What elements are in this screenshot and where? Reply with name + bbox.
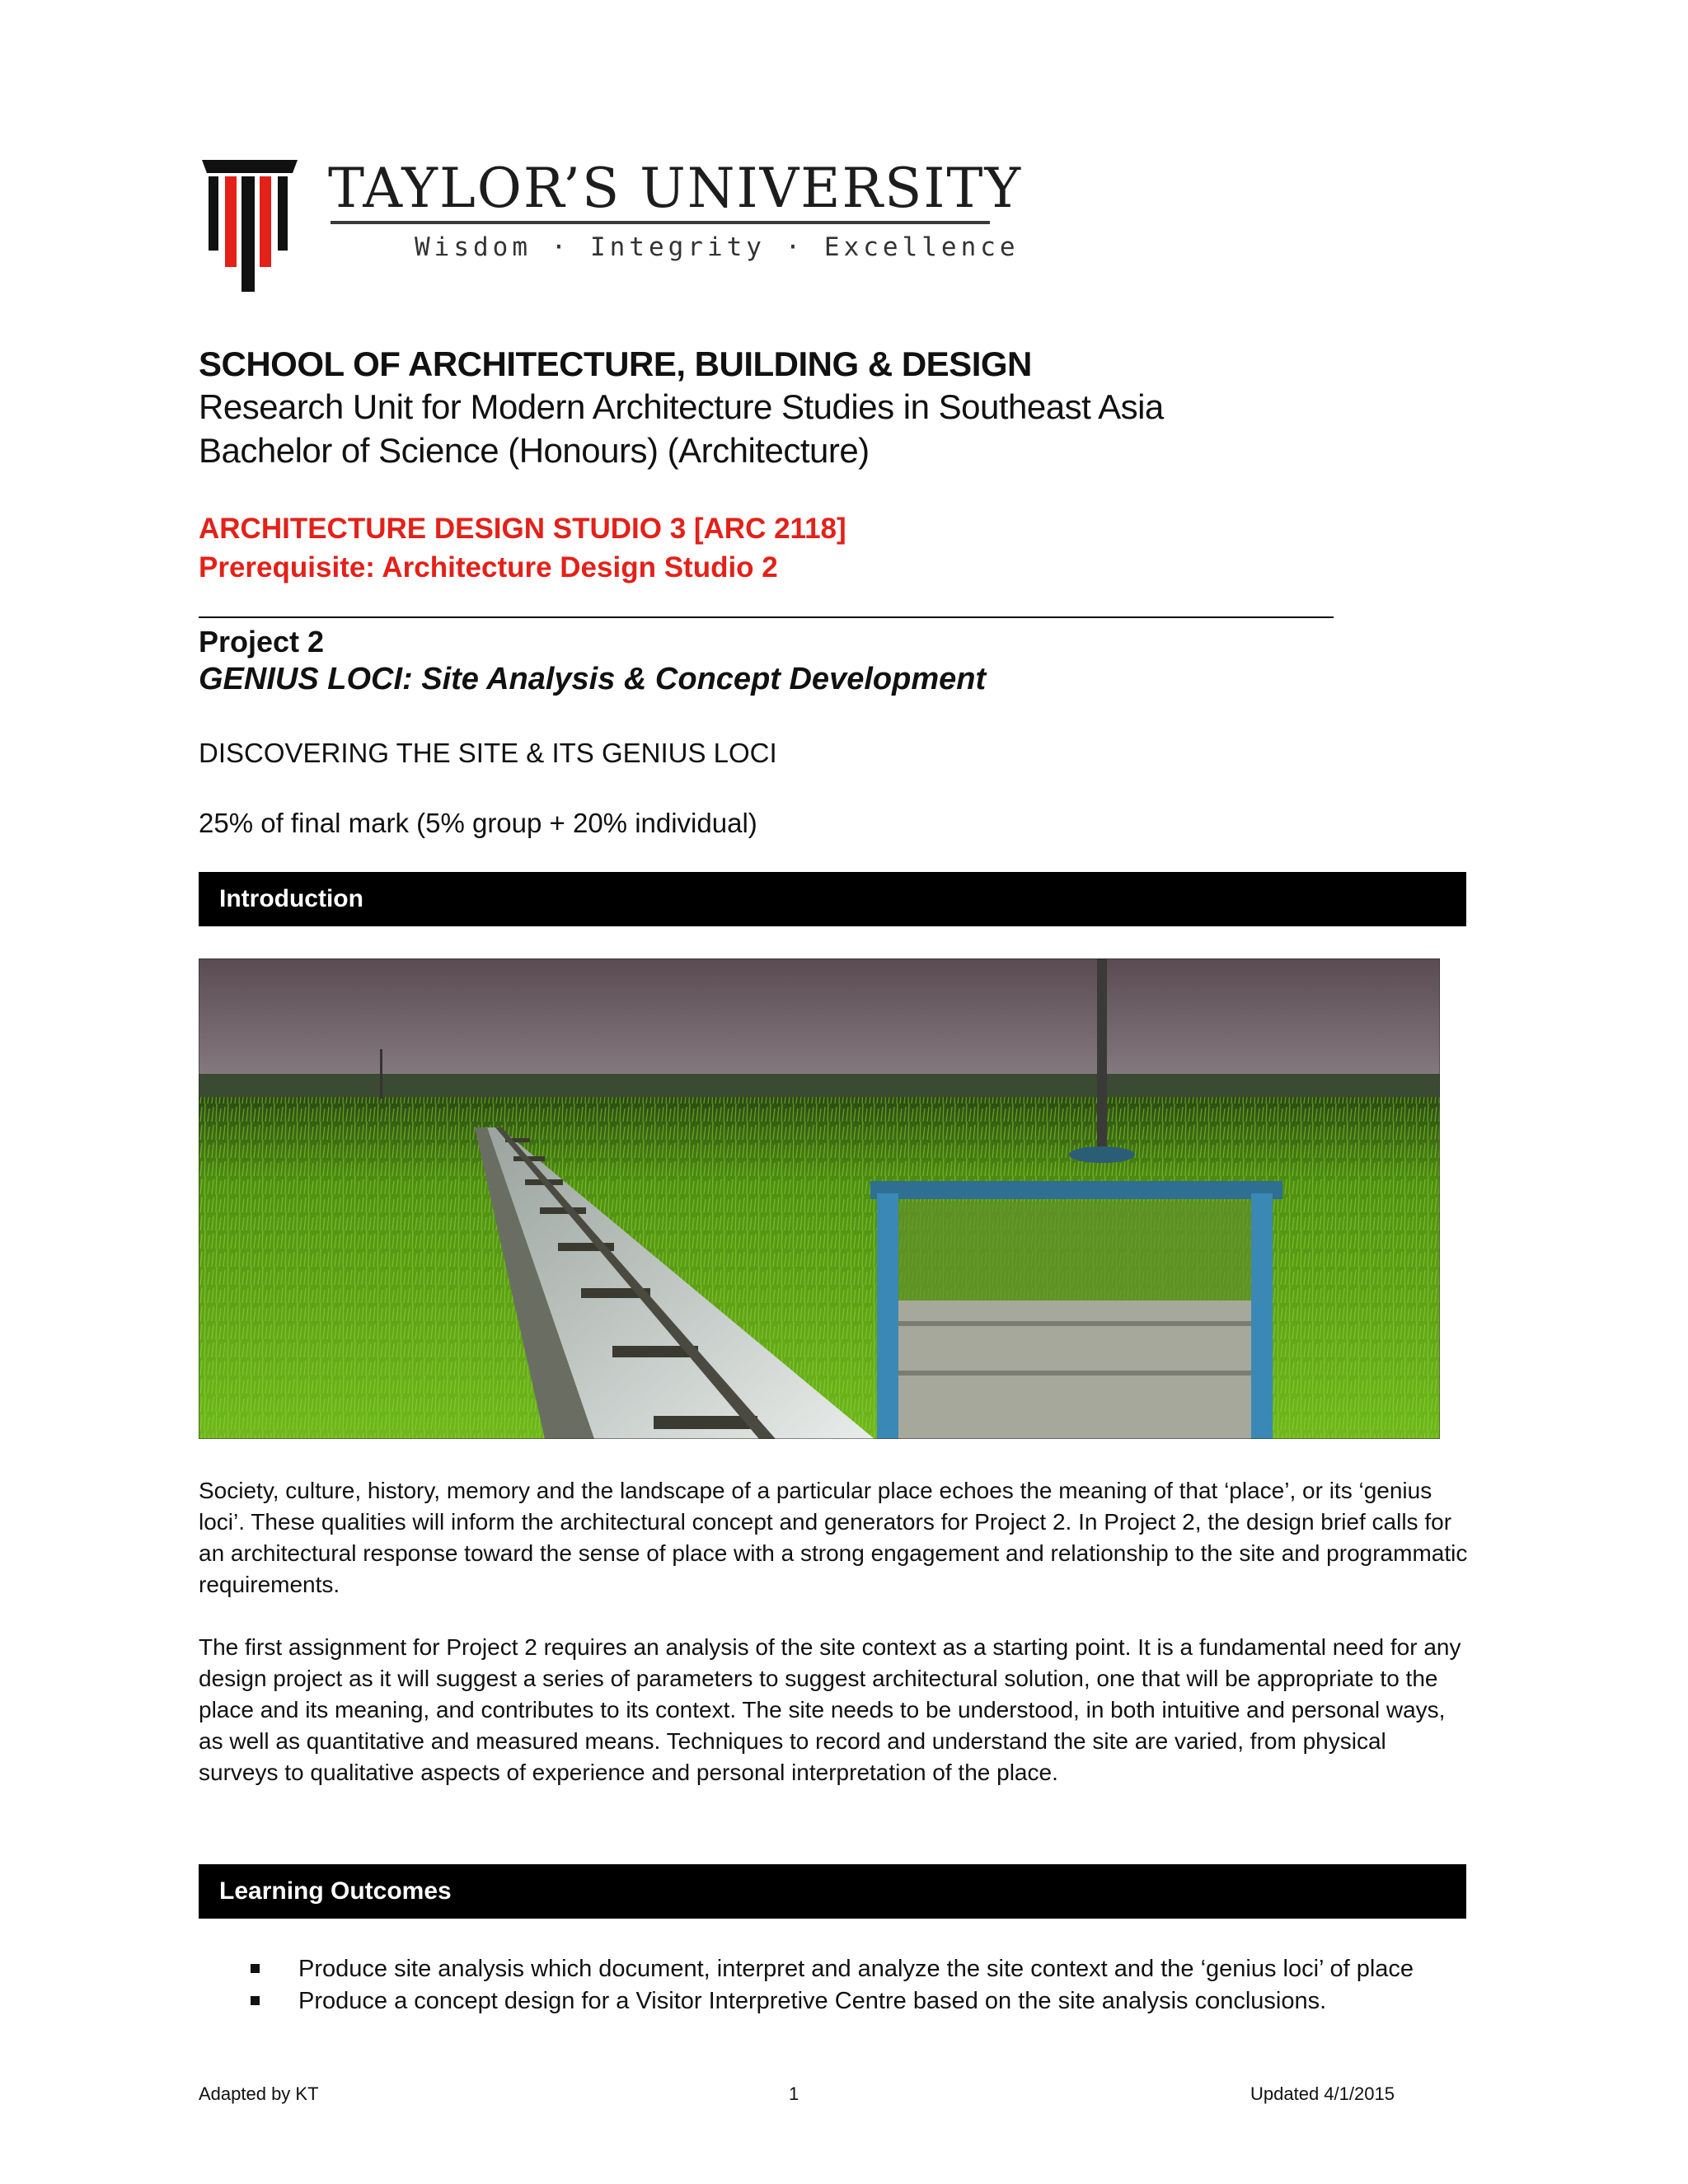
- list-item: Produce site analysis which document, interpret and analyze the site context and the ‘genius loci’ of place: [247, 1953, 1467, 1985]
- course-title: ARCHITECTURE DESIGN STUDIO 3 [ARC 2118]: [199, 513, 846, 545]
- university-logo: [200, 157, 1025, 297]
- logo-tagline: Wisdom · Integrity · Excellence: [415, 232, 1020, 262]
- logo-title: TAYLOR’S UNIVERSITY: [328, 157, 1023, 220]
- learning-outcomes-list: [247, 1953, 1467, 2018]
- degree-name: Bachelor of Science (Honours) (Architecture): [199, 431, 870, 470]
- project-subtitle: DISCOVERING THE SITE & ITS GENIUS LOCI: [199, 738, 777, 768]
- project-number: Project 2: [199, 625, 325, 658]
- introduction-paragraph-2: The first assignment for Project 2 requires an analysis of the site context as a starting point. It is a fundamental need for any design project as it will suggest a series of parameters to suggest architectural solution, one that will be appropriate to the place and its meaning, and contributes to its context. The site needs to be understood, in both intuitive and personal ways, as well as quantitative and measured means. Techniques to record and understand the site are varied, from physical surveys to qualitative aspects of experience and personal interpretation of the place.: [199, 1634, 1461, 1785]
- project-title: GENIUS LOCI: Site Analysis & Concept Development: [199, 662, 987, 696]
- learning-outcomes-heading: Learning Outcomes: [219, 1877, 452, 1905]
- footer-author: Adapted by KT: [199, 2083, 319, 2104]
- list-item: Produce a concept design for a Visitor Interpretive Centre based on the site analysis conclusions.: [247, 1985, 1467, 2018]
- university-crest-icon: [200, 157, 299, 297]
- school-name: SCHOOL OF ARCHITECTURE, BUILDING & DESIGN: [199, 344, 1032, 383]
- introduction-heading: Introduction: [219, 885, 363, 912]
- footer-updated-date: Updated 4/1/2015: [1250, 2083, 1395, 2104]
- introduction-paragraph-1: Society, culture, history, memory and the landscape of a particular place echoes the meaning of that ‘place’, or its ‘genius loci’. These qualities will inform the architectural concept and generators for Project 2. In Project 2, the design brief calls for an architectural response toward the sense of place with a strong engagement and relationship to the site and programmatic requirements.: [199, 1478, 1468, 1597]
- project-weight: 25% of final mark (5% group + 20% individual): [199, 808, 757, 838]
- course-prerequisite: Prerequisite: Architecture Design Studio 2: [199, 551, 778, 583]
- logo-rule: [331, 221, 990, 224]
- page-number: 1: [789, 2083, 799, 2104]
- research-unit: Research Unit for Modern Architecture Studies in Southeast Asia: [199, 387, 1164, 426]
- section-divider: [199, 616, 1334, 618]
- learning-outcomes-heading-bar: [199, 1864, 1466, 1919]
- introduction-heading-bar: [199, 872, 1466, 926]
- rice-field-photo: [199, 958, 1440, 1439]
